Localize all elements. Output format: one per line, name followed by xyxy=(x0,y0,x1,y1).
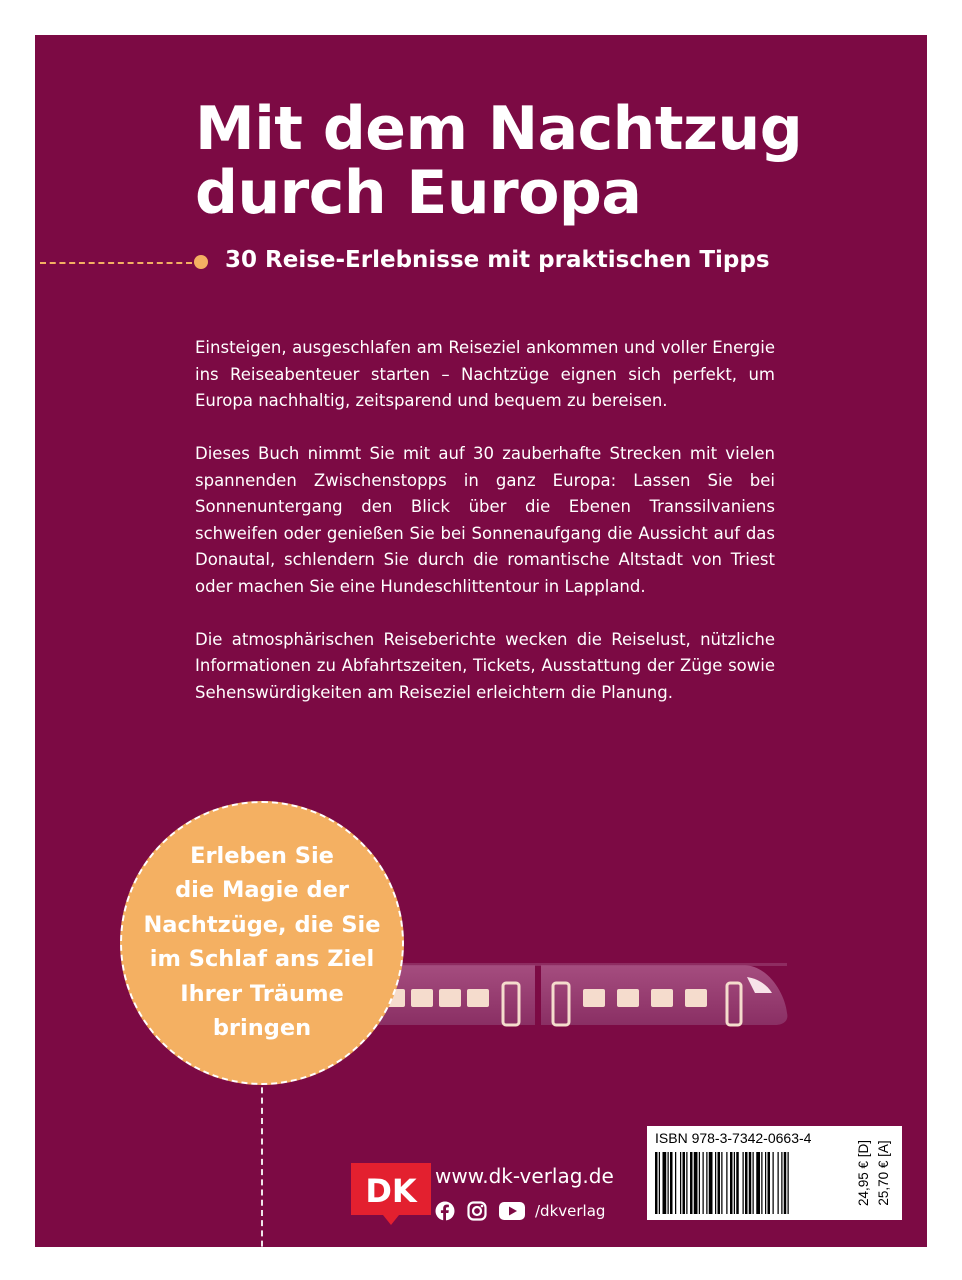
dashed-connector xyxy=(261,1067,263,1247)
youtube-icon[interactable] xyxy=(499,1201,525,1221)
dk-logo-text: DK xyxy=(365,1172,417,1210)
social-links xyxy=(435,1199,605,1223)
promo-line: Erleben Sie xyxy=(190,842,334,869)
barcode-panel xyxy=(647,1126,902,1220)
promo-line: die Magie der xyxy=(175,877,349,903)
blurb-paragraph-1: Einsteigen, ausgeschlafen am Reiseziel ankommen und voller Energie ins Reiseabenteuer starten – Nachtzüge eignen sich perfekt, um Europa nachhaltig, zeitsparend und bequem zu bereisen. xyxy=(195,338,775,410)
price-germany: 24,95 € [D] xyxy=(856,1139,871,1207)
dashed-rule xyxy=(40,262,192,264)
title-line-2: durch Europa xyxy=(195,158,642,228)
dk-publisher-logo xyxy=(351,1163,431,1227)
promo-line: bringen xyxy=(212,1015,312,1041)
social-handle: /dkverlag xyxy=(535,1202,606,1220)
promo-line: im Schlaf ans Ziel xyxy=(149,946,375,972)
facebook-icon[interactable] xyxy=(435,1201,455,1221)
promo-text xyxy=(142,839,382,1046)
promo-line: Ihrer Träume xyxy=(180,980,344,1007)
blurb-paragraph-2: Dieses Buch nimmt Sie mit auf 30 zauberhafte Strecken mit vielen spannenden Zwischenstopps in ganz Europa: Lassen Sie bei Sonnenuntergang den Blick über die Ebenen Transsilvaniens schweifen oder genießen Sie bei Sonnenaufgang die Aussicht auf das Donautal, schlendern Sie durch die romantische Altstadt von Triest oder machen Sie eine Hundeschlittentour in Lappland. xyxy=(195,444,775,596)
website-link[interactable]: www.dk-verlag.de xyxy=(435,1164,614,1188)
instagram-icon[interactable] xyxy=(467,1201,487,1221)
price-block xyxy=(852,1131,896,1215)
blurb xyxy=(195,335,775,733)
bullet-dot xyxy=(194,255,208,269)
isbn-number: ISBN 978-3-7342-0663-4 xyxy=(655,1130,812,1146)
book-title xyxy=(195,94,895,228)
price-austria: 25,70 € [A] xyxy=(876,1140,891,1206)
promo-line: Nachtzüge, die Sie xyxy=(143,911,381,938)
title-line-1: Mit dem Nachtzug xyxy=(195,94,803,164)
book-subtitle: 30 Reise-Erlebnisse mit praktischen Tipps xyxy=(225,247,770,273)
barcode xyxy=(655,1152,839,1214)
book-back-cover xyxy=(35,35,927,1247)
blurb-paragraph-3: Die atmosphärischen Reiseberichte wecken die Reiselust, nützliche Informationen zu Abfahrtszeiten, Tickets, Ausstattung der Züge sowie Sehenswürdigkeiten am Reiseziel erleichtern die Planung. xyxy=(195,629,775,702)
promo-badge xyxy=(120,801,404,1085)
